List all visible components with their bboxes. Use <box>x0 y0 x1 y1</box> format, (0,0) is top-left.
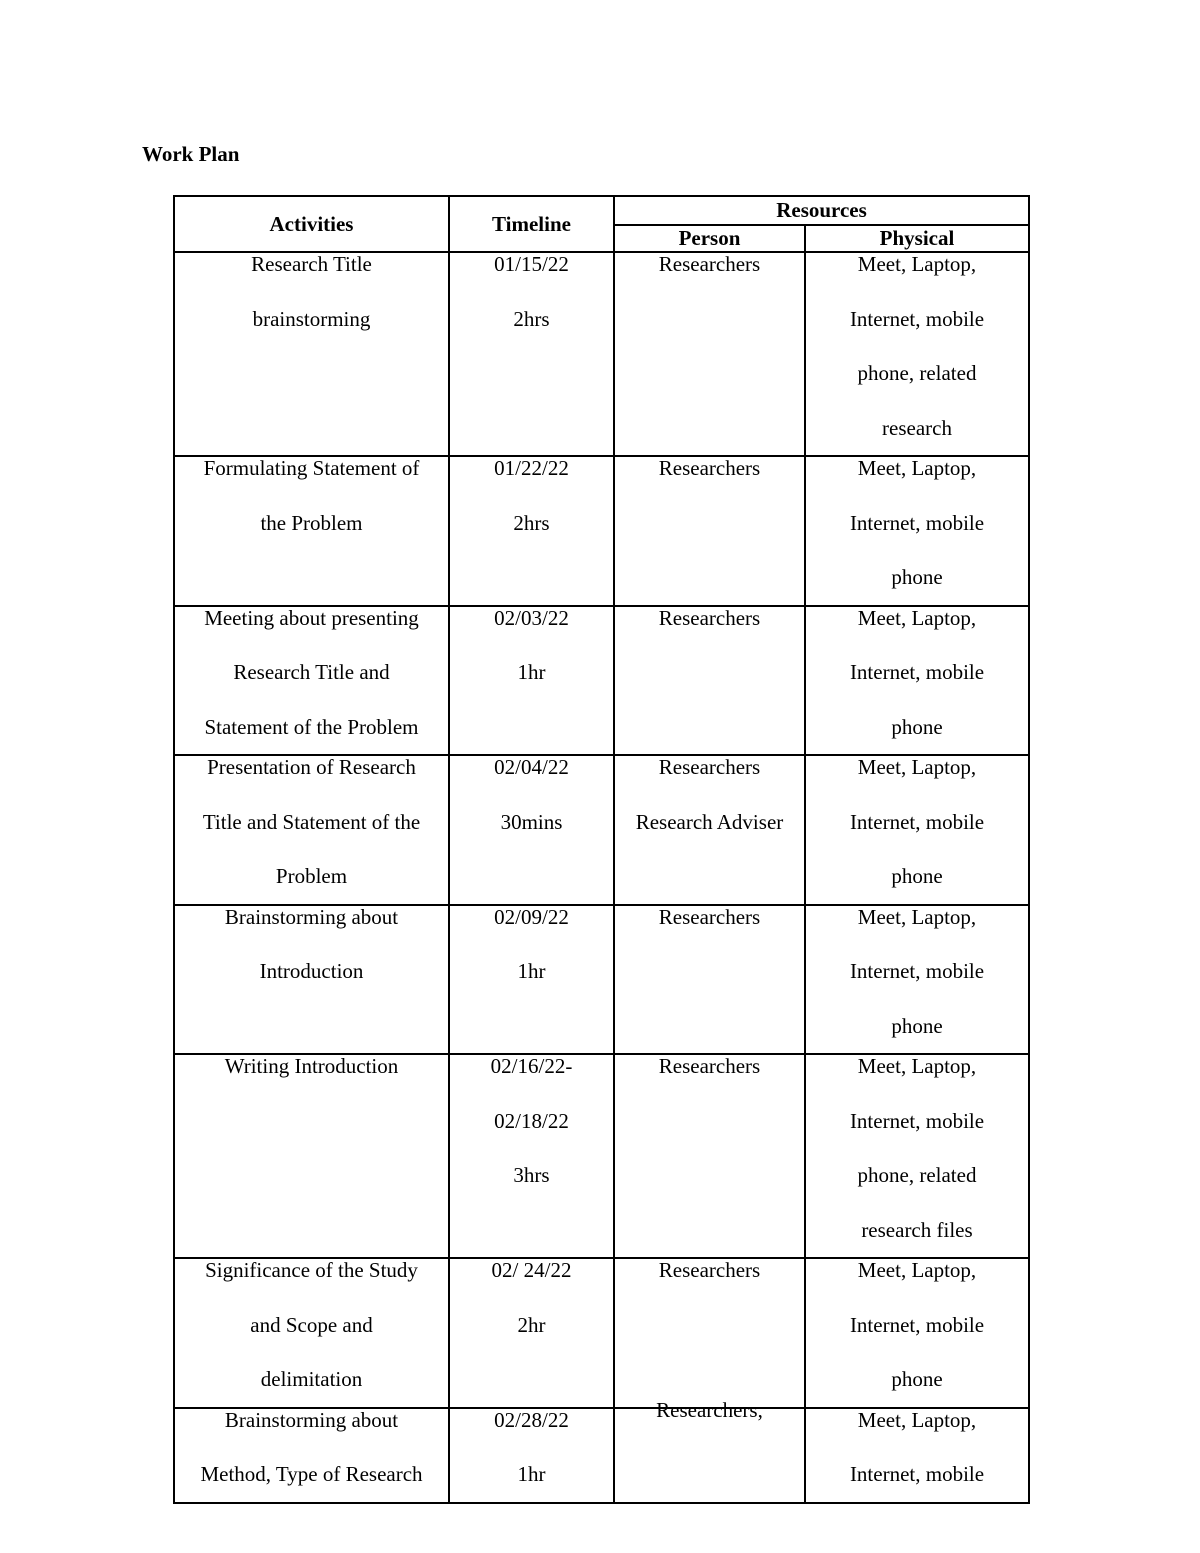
timeline-cell: 02/09/22 1hr <box>449 905 614 1055</box>
physical-cell: Meet, Laptop, Internet, mobile <box>805 1408 1029 1503</box>
header-timeline: Timeline <box>449 196 614 252</box>
activity-cell: Meeting about presenting Research Title and Statement of the Problem <box>174 606 449 756</box>
timeline-cell: 01/15/22 2hrs <box>449 252 614 456</box>
header-physical: Physical <box>805 225 1029 252</box>
table-row <box>174 456 1029 606</box>
timeline-cell: 02/03/22 1hr <box>449 606 614 756</box>
page-title: Work Plan <box>142 142 240 166</box>
physical-cell: Meet, Laptop, Internet, mobile phone <box>805 456 1029 606</box>
header-resources: Resources <box>614 196 1029 225</box>
timeline-cell: 02/ 24/22 2hr <box>449 1258 614 1408</box>
person-cell: Researchers <box>614 1258 805 1408</box>
physical-cell: Meet, Laptop, Internet, mobile phone, related research files <box>805 1054 1029 1258</box>
activity-cell: Writing Introduction <box>174 1054 449 1258</box>
person-cell: Researchers <box>614 905 805 1055</box>
table-row <box>174 252 1029 456</box>
header-activities: Activities <box>174 196 449 252</box>
person-cell: Researchers <box>614 252 805 456</box>
physical-cell: Meet, Laptop, Internet, mobile phone <box>805 755 1029 905</box>
table-row <box>174 905 1029 1055</box>
person-cell: Researchers <box>614 456 805 606</box>
timeline-cell: 02/16/22- 02/18/22 3hrs <box>449 1054 614 1258</box>
timeline-cell: 02/04/22 30mins <box>449 755 614 905</box>
person-cell: Researchers, <box>614 1408 805 1503</box>
timeline-cell: 02/28/22 1hr <box>449 1408 614 1503</box>
header-person: Person <box>614 225 805 252</box>
timeline-cell: 01/22/22 2hrs <box>449 456 614 606</box>
table-row <box>174 1408 1029 1503</box>
table-row <box>174 1258 1029 1408</box>
work-plan-table <box>173 195 1030 1504</box>
activity-cell: Brainstorming about Method, Type of Research <box>174 1408 449 1503</box>
activity-cell: Brainstorming about Introduction <box>174 905 449 1055</box>
person-cell: Researchers <box>614 1054 805 1258</box>
physical-cell: Meet, Laptop, Internet, mobile phone, related research <box>805 252 1029 456</box>
physical-cell: Meet, Laptop, Internet, mobile phone <box>805 1258 1029 1408</box>
activity-cell: Research Title brainstorming <box>174 252 449 456</box>
table-row <box>174 606 1029 756</box>
activity-cell: Significance of the Study and Scope and delimitation <box>174 1258 449 1408</box>
person-cell: Researchers <box>614 606 805 756</box>
activity-cell: Presentation of Research Title and Statement of the Problem <box>174 755 449 905</box>
physical-cell: Meet, Laptop, Internet, mobile phone <box>805 606 1029 756</box>
person-cell: Researchers Research Adviser <box>614 755 805 905</box>
physical-cell: Meet, Laptop, Internet, mobile phone <box>805 905 1029 1055</box>
table-row <box>174 1054 1029 1258</box>
activity-cell: Formulating Statement of the Problem <box>174 456 449 606</box>
table-row <box>174 755 1029 905</box>
